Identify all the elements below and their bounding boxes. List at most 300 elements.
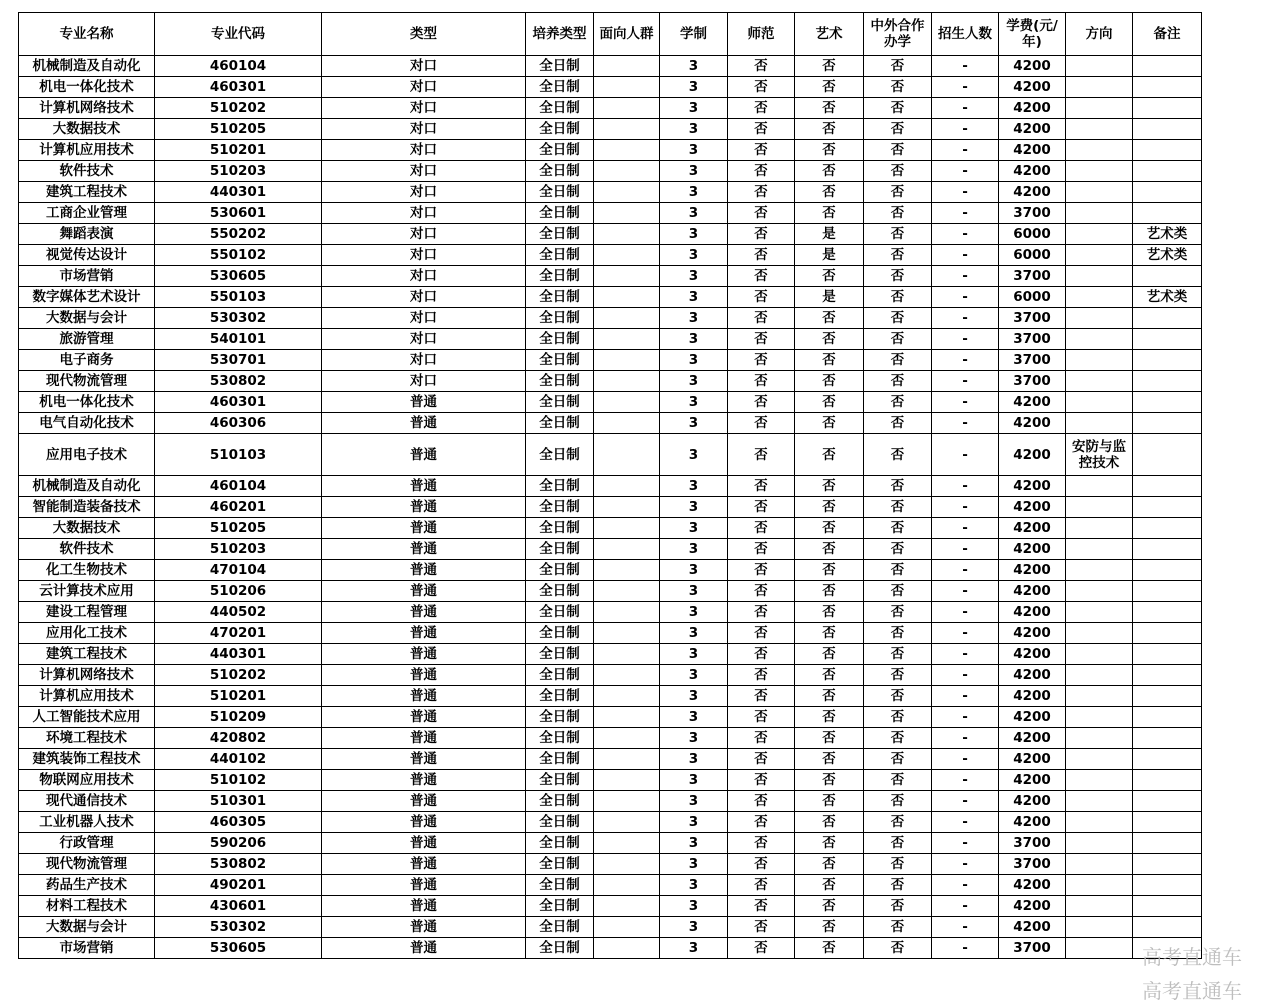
cell-direction bbox=[1066, 917, 1133, 938]
cell-major-code: 510103 bbox=[155, 434, 322, 476]
cell-direction bbox=[1066, 413, 1133, 434]
cell-training-type: 全日制 bbox=[526, 56, 594, 77]
cell-target-group bbox=[594, 140, 660, 161]
cell-major-name: 大数据技术 bbox=[19, 119, 155, 140]
majors-table bbox=[18, 12, 1202, 959]
cell-type: 普通 bbox=[322, 539, 526, 560]
col-header-target-group: 面向人群 bbox=[594, 13, 660, 56]
cell-joint-program: 否 bbox=[864, 833, 932, 854]
cell-training-type: 全日制 bbox=[526, 728, 594, 749]
cell-type: 普通 bbox=[322, 917, 526, 938]
cell-tuition: 4200 bbox=[999, 917, 1066, 938]
cell-target-group bbox=[594, 98, 660, 119]
cell-enrollment: - bbox=[932, 245, 999, 266]
cell-tuition: 4200 bbox=[999, 770, 1066, 791]
cell-target-group bbox=[594, 77, 660, 98]
cell-joint-program: 否 bbox=[864, 119, 932, 140]
cell-art: 否 bbox=[795, 665, 864, 686]
cell-major-code: 460301 bbox=[155, 77, 322, 98]
cell-training-type: 全日制 bbox=[526, 917, 594, 938]
cell-training-type: 全日制 bbox=[526, 371, 594, 392]
cell-joint-program: 否 bbox=[864, 728, 932, 749]
cell-joint-program: 否 bbox=[864, 812, 932, 833]
cell-teacher-training: 否 bbox=[728, 497, 795, 518]
cell-enrollment: - bbox=[932, 875, 999, 896]
cell-direction bbox=[1066, 77, 1133, 98]
cell-joint-program: 否 bbox=[864, 560, 932, 581]
cell-duration: 3 bbox=[660, 434, 728, 476]
cell-type: 普通 bbox=[322, 896, 526, 917]
cell-teacher-training: 否 bbox=[728, 581, 795, 602]
table-row bbox=[19, 413, 1202, 434]
cell-major-name: 软件技术 bbox=[19, 539, 155, 560]
table-row bbox=[19, 434, 1202, 476]
cell-duration: 3 bbox=[660, 665, 728, 686]
cell-enrollment: - bbox=[932, 182, 999, 203]
cell-teacher-training: 否 bbox=[728, 287, 795, 308]
cell-art: 否 bbox=[795, 728, 864, 749]
cell-remarks bbox=[1133, 686, 1202, 707]
cell-art: 否 bbox=[795, 140, 864, 161]
cell-enrollment: - bbox=[932, 161, 999, 182]
cell-tuition: 3700 bbox=[999, 329, 1066, 350]
cell-duration: 3 bbox=[660, 371, 728, 392]
cell-type: 普通 bbox=[322, 497, 526, 518]
cell-direction bbox=[1066, 770, 1133, 791]
cell-remarks bbox=[1133, 623, 1202, 644]
cell-art: 否 bbox=[795, 497, 864, 518]
cell-duration: 3 bbox=[660, 245, 728, 266]
cell-target-group bbox=[594, 539, 660, 560]
cell-duration: 3 bbox=[660, 791, 728, 812]
cell-duration: 3 bbox=[660, 392, 728, 413]
table-row bbox=[19, 791, 1202, 812]
cell-enrollment: - bbox=[932, 623, 999, 644]
cell-training-type: 全日制 bbox=[526, 833, 594, 854]
cell-duration: 3 bbox=[660, 497, 728, 518]
cell-enrollment: - bbox=[932, 665, 999, 686]
cell-duration: 3 bbox=[660, 749, 728, 770]
table-row bbox=[19, 875, 1202, 896]
cell-teacher-training: 否 bbox=[728, 875, 795, 896]
cell-remarks bbox=[1133, 308, 1202, 329]
cell-major-code: 510202 bbox=[155, 665, 322, 686]
table-row bbox=[19, 392, 1202, 413]
table-row bbox=[19, 308, 1202, 329]
cell-tuition: 3700 bbox=[999, 833, 1066, 854]
cell-training-type: 全日制 bbox=[526, 245, 594, 266]
cell-major-code: 510203 bbox=[155, 539, 322, 560]
table-row bbox=[19, 350, 1202, 371]
cell-duration: 3 bbox=[660, 140, 728, 161]
cell-target-group bbox=[594, 413, 660, 434]
cell-duration: 3 bbox=[660, 77, 728, 98]
cell-duration: 3 bbox=[660, 266, 728, 287]
cell-art: 否 bbox=[795, 791, 864, 812]
cell-joint-program: 否 bbox=[864, 266, 932, 287]
cell-major-name: 建筑工程技术 bbox=[19, 644, 155, 665]
cell-direction bbox=[1066, 245, 1133, 266]
cell-target-group bbox=[594, 917, 660, 938]
cell-direction bbox=[1066, 518, 1133, 539]
cell-duration: 3 bbox=[660, 224, 728, 245]
cell-major-code: 540101 bbox=[155, 329, 322, 350]
table-row bbox=[19, 266, 1202, 287]
table-row bbox=[19, 518, 1202, 539]
cell-art: 否 bbox=[795, 812, 864, 833]
cell-major-name: 工业机器人技术 bbox=[19, 812, 155, 833]
cell-remarks bbox=[1133, 182, 1202, 203]
cell-major-name: 现代物流管理 bbox=[19, 371, 155, 392]
cell-art: 是 bbox=[795, 224, 864, 245]
cell-remarks bbox=[1133, 434, 1202, 476]
cell-enrollment: - bbox=[932, 833, 999, 854]
cell-major-code: 490201 bbox=[155, 875, 322, 896]
table-row bbox=[19, 56, 1202, 77]
cell-major-name: 云计算技术应用 bbox=[19, 581, 155, 602]
cell-major-code: 460301 bbox=[155, 392, 322, 413]
cell-duration: 3 bbox=[660, 644, 728, 665]
cell-enrollment: - bbox=[932, 77, 999, 98]
col-header-duration: 学制 bbox=[660, 13, 728, 56]
cell-major-code: 470104 bbox=[155, 560, 322, 581]
cell-remarks bbox=[1133, 119, 1202, 140]
cell-tuition: 4200 bbox=[999, 476, 1066, 497]
cell-direction bbox=[1066, 665, 1133, 686]
cell-joint-program: 否 bbox=[864, 581, 932, 602]
table-row bbox=[19, 665, 1202, 686]
cell-major-code: 510205 bbox=[155, 119, 322, 140]
col-header-training-type: 培养类型 bbox=[526, 13, 594, 56]
cell-direction bbox=[1066, 854, 1133, 875]
cell-major-code: 530701 bbox=[155, 350, 322, 371]
cell-enrollment: - bbox=[932, 308, 999, 329]
table-row bbox=[19, 140, 1202, 161]
cell-target-group bbox=[594, 518, 660, 539]
cell-duration: 3 bbox=[660, 161, 728, 182]
cell-target-group bbox=[594, 875, 660, 896]
cell-teacher-training: 否 bbox=[728, 812, 795, 833]
table-row bbox=[19, 497, 1202, 518]
cell-joint-program: 否 bbox=[864, 749, 932, 770]
cell-training-type: 全日制 bbox=[526, 938, 594, 959]
table-row bbox=[19, 644, 1202, 665]
cell-target-group bbox=[594, 329, 660, 350]
cell-target-group bbox=[594, 119, 660, 140]
cell-duration: 3 bbox=[660, 287, 728, 308]
cell-major-name: 应用电子技术 bbox=[19, 434, 155, 476]
cell-duration: 3 bbox=[660, 119, 728, 140]
cell-type: 对口 bbox=[322, 98, 526, 119]
cell-remarks bbox=[1133, 350, 1202, 371]
cell-major-name: 机电一体化技术 bbox=[19, 77, 155, 98]
cell-remarks bbox=[1133, 161, 1202, 182]
cell-direction bbox=[1066, 686, 1133, 707]
cell-major-name: 现代通信技术 bbox=[19, 791, 155, 812]
cell-major-name: 应用化工技术 bbox=[19, 623, 155, 644]
cell-enrollment: - bbox=[932, 371, 999, 392]
cell-art: 否 bbox=[795, 854, 864, 875]
cell-remarks bbox=[1133, 749, 1202, 770]
cell-joint-program: 否 bbox=[864, 77, 932, 98]
cell-art: 否 bbox=[795, 581, 864, 602]
cell-tuition: 4200 bbox=[999, 623, 1066, 644]
cell-type: 普通 bbox=[322, 665, 526, 686]
cell-training-type: 全日制 bbox=[526, 329, 594, 350]
cell-joint-program: 否 bbox=[864, 203, 932, 224]
cell-enrollment: - bbox=[932, 770, 999, 791]
cell-type: 普通 bbox=[322, 518, 526, 539]
cell-art: 否 bbox=[795, 917, 864, 938]
cell-major-name: 视觉传达设计 bbox=[19, 245, 155, 266]
table-row bbox=[19, 182, 1202, 203]
cell-major-code: 510209 bbox=[155, 707, 322, 728]
cell-art: 否 bbox=[795, 707, 864, 728]
cell-duration: 3 bbox=[660, 308, 728, 329]
cell-duration: 3 bbox=[660, 686, 728, 707]
cell-joint-program: 否 bbox=[864, 644, 932, 665]
col-header-tuition: 学费(元/年) bbox=[999, 13, 1066, 56]
cell-major-code: 460305 bbox=[155, 812, 322, 833]
cell-tuition: 6000 bbox=[999, 224, 1066, 245]
cell-teacher-training: 否 bbox=[728, 140, 795, 161]
table-row bbox=[19, 329, 1202, 350]
cell-remarks bbox=[1133, 476, 1202, 497]
cell-direction bbox=[1066, 833, 1133, 854]
cell-training-type: 全日制 bbox=[526, 140, 594, 161]
cell-tuition: 4200 bbox=[999, 791, 1066, 812]
table-row bbox=[19, 770, 1202, 791]
cell-enrollment: - bbox=[932, 560, 999, 581]
cell-direction bbox=[1066, 98, 1133, 119]
cell-direction bbox=[1066, 539, 1133, 560]
cell-direction bbox=[1066, 497, 1133, 518]
cell-tuition: 3700 bbox=[999, 938, 1066, 959]
col-header-remarks: 备注 bbox=[1133, 13, 1202, 56]
cell-target-group bbox=[594, 707, 660, 728]
cell-training-type: 全日制 bbox=[526, 665, 594, 686]
cell-remarks bbox=[1133, 896, 1202, 917]
cell-type: 普通 bbox=[322, 728, 526, 749]
cell-art: 否 bbox=[795, 602, 864, 623]
cell-joint-program: 否 bbox=[864, 245, 932, 266]
cell-target-group bbox=[594, 728, 660, 749]
cell-enrollment: - bbox=[932, 329, 999, 350]
cell-direction bbox=[1066, 476, 1133, 497]
cell-art: 否 bbox=[795, 413, 864, 434]
cell-duration: 3 bbox=[660, 329, 728, 350]
cell-training-type: 全日制 bbox=[526, 497, 594, 518]
cell-target-group bbox=[594, 812, 660, 833]
cell-major-name: 数字媒体艺术设计 bbox=[19, 287, 155, 308]
cell-direction: 安防与监控技术 bbox=[1066, 434, 1133, 476]
cell-major-code: 420802 bbox=[155, 728, 322, 749]
cell-joint-program: 否 bbox=[864, 686, 932, 707]
cell-remarks bbox=[1133, 56, 1202, 77]
cell-art: 是 bbox=[795, 287, 864, 308]
cell-training-type: 全日制 bbox=[526, 518, 594, 539]
cell-joint-program: 否 bbox=[864, 602, 932, 623]
cell-type: 普通 bbox=[322, 770, 526, 791]
table-row bbox=[19, 938, 1202, 959]
cell-target-group bbox=[594, 161, 660, 182]
cell-tuition: 4200 bbox=[999, 518, 1066, 539]
cell-teacher-training: 否 bbox=[728, 476, 795, 497]
cell-target-group bbox=[594, 602, 660, 623]
cell-remarks bbox=[1133, 560, 1202, 581]
table-row bbox=[19, 98, 1202, 119]
cell-remarks bbox=[1133, 602, 1202, 623]
cell-tuition: 4200 bbox=[999, 56, 1066, 77]
cell-art: 否 bbox=[795, 371, 864, 392]
cell-target-group bbox=[594, 560, 660, 581]
cell-direction bbox=[1066, 560, 1133, 581]
cell-direction bbox=[1066, 938, 1133, 959]
cell-direction bbox=[1066, 791, 1133, 812]
cell-tuition: 3700 bbox=[999, 203, 1066, 224]
cell-teacher-training: 否 bbox=[728, 371, 795, 392]
cell-tuition: 4200 bbox=[999, 602, 1066, 623]
cell-major-code: 530605 bbox=[155, 266, 322, 287]
cell-enrollment: - bbox=[932, 791, 999, 812]
cell-training-type: 全日制 bbox=[526, 644, 594, 665]
cell-joint-program: 否 bbox=[864, 392, 932, 413]
cell-type: 对口 bbox=[322, 371, 526, 392]
cell-remarks bbox=[1133, 77, 1202, 98]
cell-training-type: 全日制 bbox=[526, 707, 594, 728]
cell-type: 普通 bbox=[322, 938, 526, 959]
cell-type: 普通 bbox=[322, 854, 526, 875]
cell-training-type: 全日制 bbox=[526, 287, 594, 308]
cell-major-code: 430601 bbox=[155, 896, 322, 917]
cell-type: 对口 bbox=[322, 308, 526, 329]
cell-art: 否 bbox=[795, 392, 864, 413]
cell-direction bbox=[1066, 623, 1133, 644]
cell-training-type: 全日制 bbox=[526, 392, 594, 413]
cell-teacher-training: 否 bbox=[728, 917, 795, 938]
cell-major-code: 510301 bbox=[155, 791, 322, 812]
cell-enrollment: - bbox=[932, 98, 999, 119]
cell-art: 否 bbox=[795, 161, 864, 182]
cell-joint-program: 否 bbox=[864, 161, 932, 182]
cell-remarks bbox=[1133, 665, 1202, 686]
cell-joint-program: 否 bbox=[864, 350, 932, 371]
cell-tuition: 4200 bbox=[999, 182, 1066, 203]
table-row bbox=[19, 371, 1202, 392]
cell-art: 否 bbox=[795, 518, 864, 539]
col-header-art: 艺术 bbox=[795, 13, 864, 56]
table-row bbox=[19, 623, 1202, 644]
watermark-text: 高考直通车 bbox=[1142, 945, 1242, 969]
cell-joint-program: 否 bbox=[864, 875, 932, 896]
cell-remarks: 艺术类 bbox=[1133, 287, 1202, 308]
cell-major-code: 510203 bbox=[155, 161, 322, 182]
table-row bbox=[19, 707, 1202, 728]
cell-target-group bbox=[594, 581, 660, 602]
cell-enrollment: - bbox=[932, 749, 999, 770]
cell-teacher-training: 否 bbox=[728, 686, 795, 707]
cell-tuition: 4200 bbox=[999, 665, 1066, 686]
cell-teacher-training: 否 bbox=[728, 392, 795, 413]
cell-teacher-training: 否 bbox=[728, 833, 795, 854]
col-header-type: 类型 bbox=[322, 13, 526, 56]
cell-major-name: 旅游管理 bbox=[19, 329, 155, 350]
table-row bbox=[19, 812, 1202, 833]
cell-tuition: 3700 bbox=[999, 266, 1066, 287]
table-row bbox=[19, 224, 1202, 245]
cell-target-group bbox=[594, 287, 660, 308]
table-row bbox=[19, 854, 1202, 875]
cell-art: 否 bbox=[795, 434, 864, 476]
cell-enrollment: - bbox=[932, 56, 999, 77]
cell-target-group bbox=[594, 770, 660, 791]
cell-training-type: 全日制 bbox=[526, 161, 594, 182]
cell-type: 普通 bbox=[322, 602, 526, 623]
cell-direction bbox=[1066, 287, 1133, 308]
cell-type: 对口 bbox=[322, 266, 526, 287]
cell-enrollment: - bbox=[932, 896, 999, 917]
cell-training-type: 全日制 bbox=[526, 770, 594, 791]
cell-teacher-training: 否 bbox=[728, 266, 795, 287]
table-row bbox=[19, 833, 1202, 854]
cell-art: 是 bbox=[795, 245, 864, 266]
cell-duration: 3 bbox=[660, 413, 728, 434]
cell-joint-program: 否 bbox=[864, 308, 932, 329]
cell-enrollment: - bbox=[932, 350, 999, 371]
cell-major-name: 电气自动化技术 bbox=[19, 413, 155, 434]
cell-remarks bbox=[1133, 413, 1202, 434]
cell-type: 对口 bbox=[322, 350, 526, 371]
cell-major-code: 510202 bbox=[155, 98, 322, 119]
cell-direction bbox=[1066, 896, 1133, 917]
cell-enrollment: - bbox=[932, 497, 999, 518]
cell-duration: 3 bbox=[660, 770, 728, 791]
cell-enrollment: - bbox=[932, 812, 999, 833]
cell-training-type: 全日制 bbox=[526, 875, 594, 896]
cell-major-name: 药品生产技术 bbox=[19, 875, 155, 896]
cell-major-name: 物联网应用技术 bbox=[19, 770, 155, 791]
cell-major-code: 550102 bbox=[155, 245, 322, 266]
cell-target-group bbox=[594, 434, 660, 476]
cell-type: 对口 bbox=[322, 245, 526, 266]
cell-type: 普通 bbox=[322, 749, 526, 770]
cell-major-name: 人工智能技术应用 bbox=[19, 707, 155, 728]
cell-teacher-training: 否 bbox=[728, 602, 795, 623]
cell-teacher-training: 否 bbox=[728, 413, 795, 434]
cell-type: 普通 bbox=[322, 581, 526, 602]
cell-training-type: 全日制 bbox=[526, 896, 594, 917]
cell-joint-program: 否 bbox=[864, 182, 932, 203]
cell-major-name: 机电一体化技术 bbox=[19, 392, 155, 413]
cell-major-code: 440102 bbox=[155, 749, 322, 770]
cell-type: 普通 bbox=[322, 812, 526, 833]
cell-joint-program: 否 bbox=[864, 917, 932, 938]
table-body bbox=[19, 56, 1202, 959]
cell-target-group bbox=[594, 350, 660, 371]
col-header-major-name: 专业名称 bbox=[19, 13, 155, 56]
cell-tuition: 4200 bbox=[999, 896, 1066, 917]
cell-major-code: 440502 bbox=[155, 602, 322, 623]
cell-major-code: 550202 bbox=[155, 224, 322, 245]
cell-major-name: 市场营销 bbox=[19, 938, 155, 959]
cell-major-name: 大数据技术 bbox=[19, 518, 155, 539]
cell-joint-program: 否 bbox=[864, 854, 932, 875]
cell-major-name: 现代物流管理 bbox=[19, 854, 155, 875]
cell-remarks bbox=[1133, 518, 1202, 539]
cell-major-name: 计算机网络技术 bbox=[19, 98, 155, 119]
cell-training-type: 全日制 bbox=[526, 266, 594, 287]
table-row bbox=[19, 581, 1202, 602]
